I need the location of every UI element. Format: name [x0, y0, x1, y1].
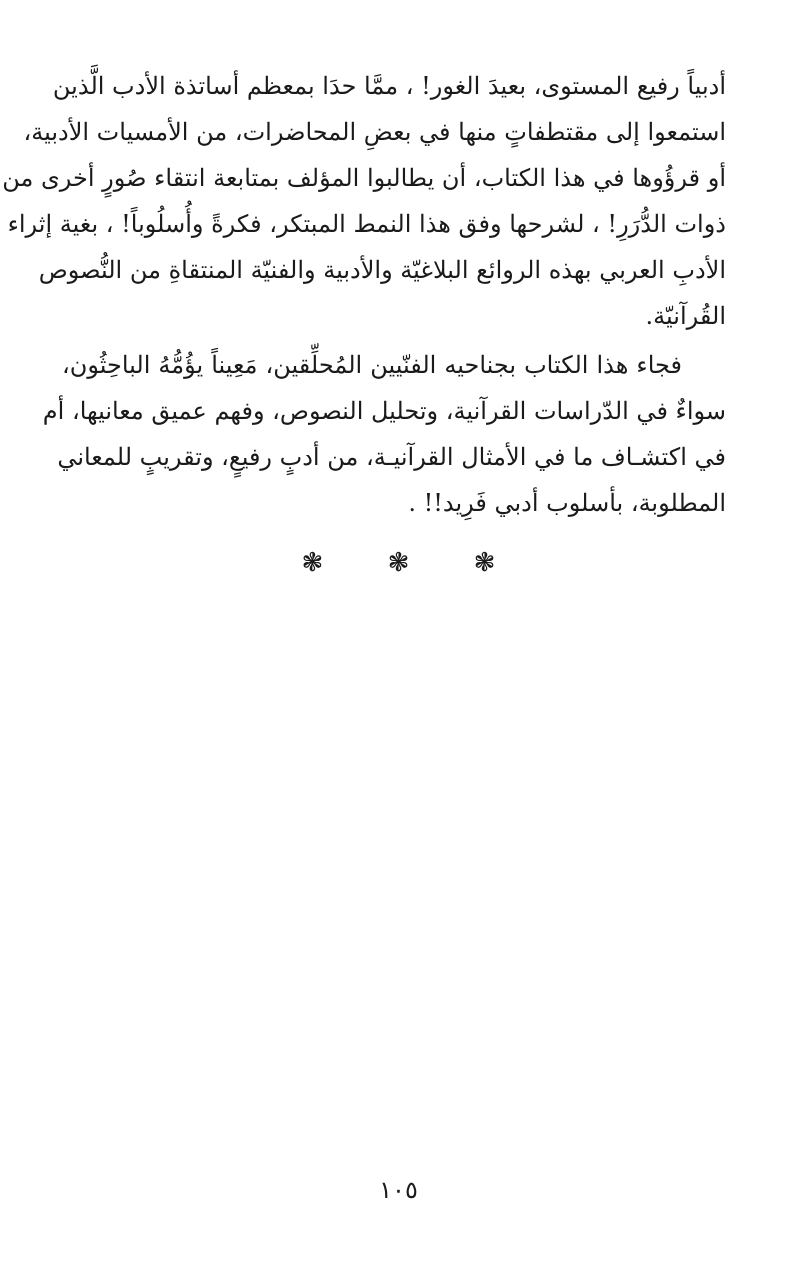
section-separator: ❃ ❃ ❃ [301, 548, 524, 578]
paragraph-line: في اكتشـاف ما في الأمثال القرآنيـة، من أدبٍ رفيعٍ، وتقريبٍ للمعاني [57, 443, 726, 471]
paragraph-line: ذوات الدُّرَرِ! ، لشرحها وفق هذا النمط المبتكر، فكرةً وأُسلُوباً! ، بغية إثراء [7, 210, 726, 238]
paragraph-line: فجاء هذا الكتاب بجناحيه الفنّيين المُحلِّقين، مَعِيناً يؤُمُّهُ الباحِثُون، [62, 351, 682, 379]
paragraph-line: استمعوا إلى مقتطفاتٍ منها في بعضِ المحاضرات، من الأمسيات الأدبية، [23, 118, 726, 146]
paragraph-1 [2, 63, 726, 339]
paragraph-line: المطلوبة، بأسلوب أدبي فَرِيد!! . [408, 489, 726, 517]
paragraph-line: القُرآنيّة. [645, 302, 726, 330]
page-number: ١٠٥ [379, 1176, 418, 1204]
paragraph-line: سواءٌ في الدّراسات القرآنية، وتحليل النصوص، وفهم عميق معانيها، أم [42, 397, 726, 425]
paragraph-2 [42, 342, 726, 526]
paragraph-line: أدبياً رفيع المستوى، بعيدَ الغور! ، ممَّا حدَا بمعظم أساتذة الأدب الَّذين [52, 72, 726, 100]
paragraph-line: الأدبِ العربي بهذه الروائع البلاغيّة والأدبية والفنيّة المنتقاةِ من النُّصوص [38, 256, 726, 284]
paragraph-line: أو قرؤُوها في هذا الكتاب، أن يطالبوا المؤلف بمتابعة انتقاء صُورٍ أخرى من [2, 164, 726, 192]
